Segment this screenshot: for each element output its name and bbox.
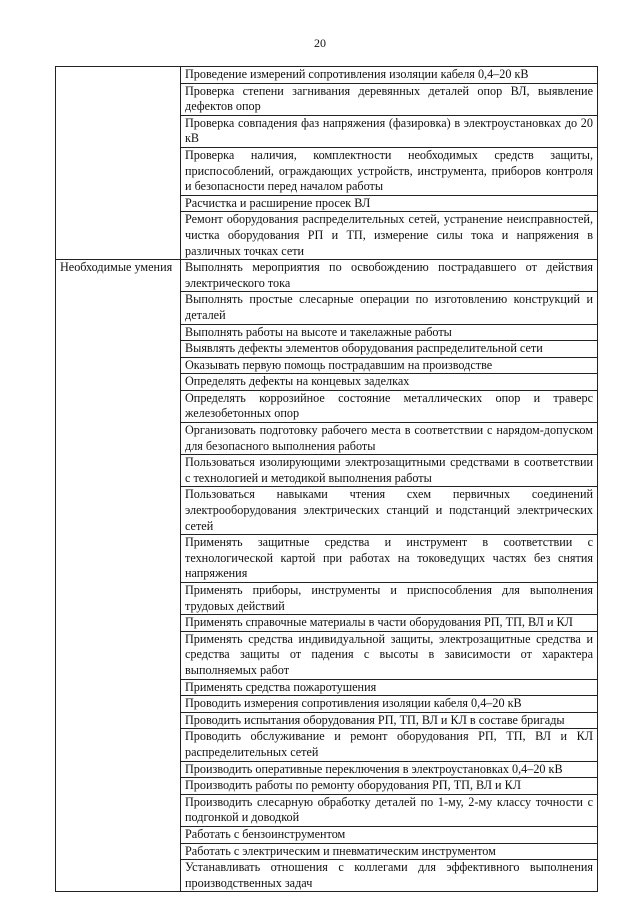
category-cell-skills: Необходимые умения xyxy=(56,260,181,892)
table-cell-skill-item: Проводить обслуживание и ремонт оборудования РП, ТП, ВЛ и КЛ распределительных сетей xyxy=(181,729,598,761)
table-cell-continued-item: Проверка степени загнивания деревянных деталей опор ВЛ, выявление дефектов опор xyxy=(181,83,598,115)
table-cell-skill-item: Применять приборы, инструменты и приспособления для выполнения трудовых действий xyxy=(181,583,598,615)
table-cell-skill-item: Пользоваться навыками чтения схем первичных соединений электрооборудования электрических станций и подстанций электрических сетей xyxy=(181,487,598,535)
table-cell-skill-item: Устанавливать отношения с коллегами для эффективного выполнения производственных задач xyxy=(181,860,598,892)
skills-table xyxy=(55,66,598,892)
skills-table-body xyxy=(56,67,598,892)
category-cell-continued xyxy=(56,67,181,260)
table-cell-skill-item: Производить оперативные переключения в электроустановках 0,4–20 кВ xyxy=(181,761,598,778)
table-cell-skill-item: Организовать подготовку рабочего места в соответствии с нарядом-допуском для безопасного выполнения работы xyxy=(181,423,598,455)
table-cell-skill-item: Производить работы по ремонту оборудования РП, ТП, ВЛ и КЛ xyxy=(181,778,598,795)
table-cell-continued-item: Ремонт оборудования распределительных сетей, устранение неисправностей, чистка оборудования РП и ТП, измерение силы тока и напряжения в различных точках сети xyxy=(181,212,598,260)
table-cell-skill-item: Оказывать первую помощь пострадавшим на производстве xyxy=(181,357,598,374)
table-cell-skill-item: Производить слесарную обработку деталей по 1-му, 2-му классу точности с подгонкой и доводкой xyxy=(181,794,598,826)
table-cell-continued-item: Проведение измерений сопротивления изоляции кабеля 0,4–20 кВ xyxy=(181,67,598,84)
table-cell-continued-item: Проверка наличия, комплектности необходимых средств защиты, приспособлений, ограждающих устройств, инструмента, приборов контроля и безопасности перед началом работы xyxy=(181,147,598,195)
table-cell-skill-item: Применять средства пожаротушения xyxy=(181,679,598,696)
table-cell-skill-item: Работать с бензоинструментом xyxy=(181,826,598,843)
table-cell-skill-item: Проводить испытания оборудования РП, ТП, ВЛ и КЛ в составе бригады xyxy=(181,712,598,729)
table-cell-skill-item: Определять коррозийное состояние металлических опор и траверс железобетонных опор xyxy=(181,390,598,422)
page-number: 20 xyxy=(314,36,326,50)
table-cell-skill-item: Выполнять работы на высоте и такелажные работы xyxy=(181,324,598,341)
table-cell-skill-item: Выполнять простые слесарные операции по изготовлению конструкций и деталей xyxy=(181,292,598,324)
table-row xyxy=(56,67,598,84)
table-cell-skill-item: Применять средства индивидуальной защиты, электрозащитные средства и средства защиты от падения с высоты в зависимости от характера выполняемых работ xyxy=(181,631,598,679)
table-cell-skill-item: Применять защитные средства и инструмент в соответствии с технологической картой при работах на токоведущих частях без снятия напряжения xyxy=(181,535,598,583)
table-row xyxy=(56,260,598,292)
table-cell-continued-item: Расчистка и расширение просек ВЛ xyxy=(181,195,598,212)
table-cell-skill-item: Определять дефекты на концевых заделках xyxy=(181,374,598,391)
table-cell-continued-item: Проверка совпадения фаз напряжения (фазировка) в электроустановках до 20 кВ xyxy=(181,115,598,147)
table-cell-skill-item: Проводить измерения сопротивления изоляции кабеля 0,4–20 кВ xyxy=(181,696,598,713)
table-cell-skill-item: Выполнять мероприятия по освобождению пострадавшего от действия электрического тока xyxy=(181,260,598,292)
table-cell-skill-item: Пользоваться изолирующими электрозащитными средствами в соответствии с технологией и методикой выполнения работы xyxy=(181,455,598,487)
table-cell-skill-item: Применять справочные материалы в части оборудования РП, ТП, ВЛ и КЛ xyxy=(181,615,598,632)
table-cell-skill-item: Работать с электрическим и пневматическим инструментом xyxy=(181,843,598,860)
table-cell-skill-item: Выявлять дефекты элементов оборудования распределительной сети xyxy=(181,341,598,358)
